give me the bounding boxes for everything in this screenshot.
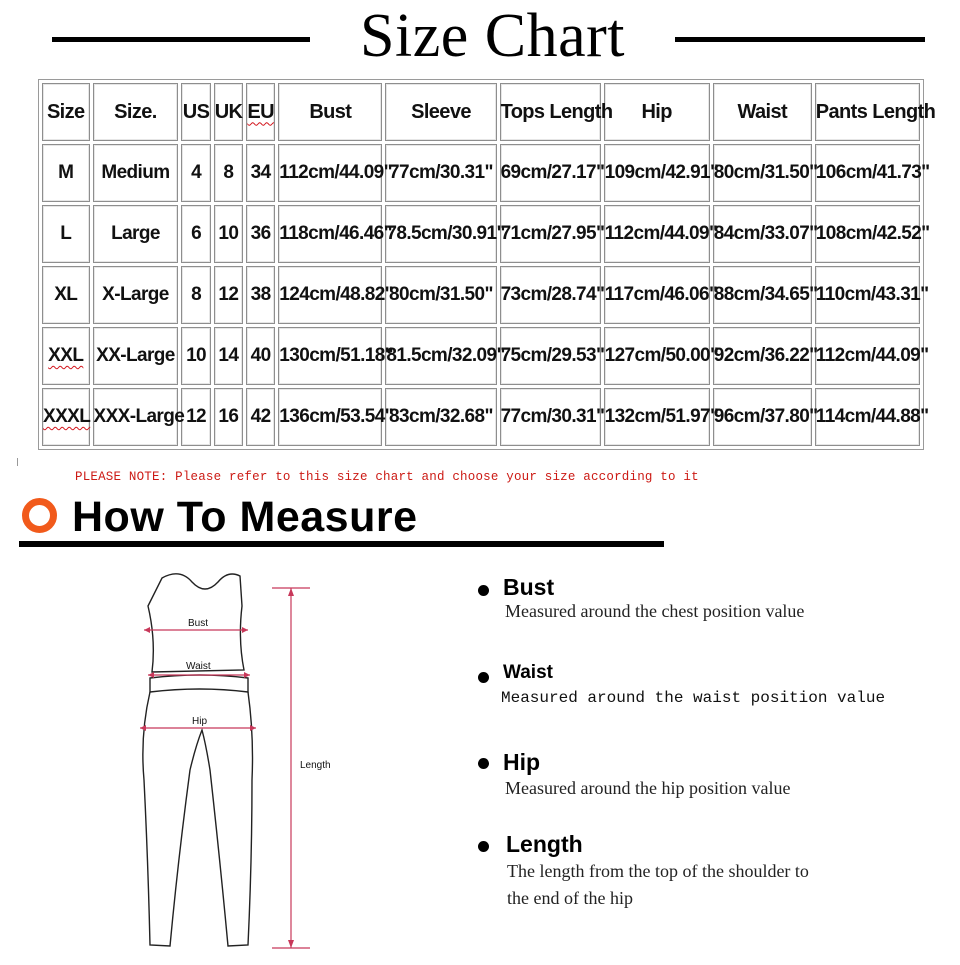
bullet-icon — [478, 672, 489, 683]
cell-size-text: XXL — [48, 345, 84, 366]
header-waist: Waist — [713, 83, 812, 141]
cell-hip: 112cm/44.09" — [604, 205, 710, 263]
cell-us: 12 — [181, 388, 210, 446]
measure-heading-hip: Hip — [503, 749, 541, 775]
cell-size — [42, 327, 90, 385]
measure-heading-bust: Bust — [503, 574, 555, 600]
cell-size-name: XXX-Large — [93, 388, 179, 446]
header-sleeve: Sleeve — [385, 83, 496, 141]
measurement-figure — [110, 560, 390, 960]
title-rule-left — [52, 37, 310, 42]
cell-bust: 112cm/44.09" — [278, 144, 382, 202]
cell-waist: 88cm/34.65" — [713, 266, 812, 324]
cell-uk: 8 — [214, 144, 243, 202]
figure-label-bust: Bust — [188, 618, 209, 629]
header-eu — [246, 83, 275, 141]
cell-tops-length: 75cm/29.53" — [500, 327, 601, 385]
cell-sleeve: 78.5cm/30.91" — [385, 205, 496, 263]
how-to-measure-rule — [19, 541, 664, 547]
cell-size — [42, 388, 90, 446]
cell-bust: 136cm/53.54" — [278, 388, 382, 446]
header-bust: Bust — [278, 83, 382, 141]
cell-sleeve: 80cm/31.50" — [385, 266, 496, 324]
table-row — [42, 205, 920, 263]
cell-hip: 109cm/42.91" — [604, 144, 710, 202]
table-header-row — [42, 83, 920, 141]
header-us: US — [181, 83, 210, 141]
cell-bust: 118cm/46.46" — [278, 205, 382, 263]
header-size-name: Size. — [93, 83, 179, 141]
cell-uk: 10 — [214, 205, 243, 263]
bullet-icon — [478, 758, 489, 769]
cell-hip: 117cm/46.06" — [604, 266, 710, 324]
header-pants-length: Pants Length — [815, 83, 920, 141]
cell-uk: 16 — [214, 388, 243, 446]
cell-pants-length: 114cm/44.88" — [815, 388, 920, 446]
cell-pants-length: 112cm/44.09" — [815, 327, 920, 385]
cell-sleeve: 83cm/32.68" — [385, 388, 496, 446]
figure-label-waist: Waist — [186, 661, 211, 672]
cell-hip: 127cm/50.00" — [604, 327, 710, 385]
cell-bust: 130cm/51.18" — [278, 327, 382, 385]
cell-size: M — [42, 144, 90, 202]
cell-sleeve: 81.5cm/32.09" — [385, 327, 496, 385]
cell-tops-length: 71cm/27.95" — [500, 205, 601, 263]
cell-waist: 84cm/33.07" — [713, 205, 812, 263]
cell-size-name: X-Large — [93, 266, 179, 324]
cell-size-name: Medium — [93, 144, 179, 202]
cell-tops-length: 69cm/27.17" — [500, 144, 601, 202]
header-eu-text: EU — [247, 100, 274, 123]
cell-waist: 80cm/31.50" — [713, 144, 812, 202]
measure-desc-length-line1: The length from the top of the shoulder to — [507, 861, 809, 881]
header-uk: UK — [214, 83, 243, 141]
table-row — [42, 144, 920, 202]
cell-uk: 14 — [214, 327, 243, 385]
orange-ring-icon — [22, 498, 57, 533]
cell-us: 10 — [181, 327, 210, 385]
how-to-measure-title: How To Measure — [72, 493, 418, 541]
cell-us: 8 — [181, 266, 210, 324]
cell-size-name: XX-Large — [93, 327, 179, 385]
cell-us: 6 — [181, 205, 210, 263]
cell-size: L — [42, 205, 90, 263]
cell-size: XL — [42, 266, 90, 324]
cell-tops-length: 77cm/30.31" — [500, 388, 601, 446]
measure-desc-waist: Measured around the waist position value — [501, 689, 886, 707]
cell-eu: 38 — [246, 266, 275, 324]
page-title: Size Chart — [360, 2, 625, 70]
measure-heading-length: Length — [506, 831, 583, 857]
cell-bust: 124cm/48.82" — [278, 266, 382, 324]
table-row — [42, 327, 920, 385]
cell-size-text: XXXL — [43, 406, 91, 427]
margin-tick — [17, 458, 18, 466]
cell-pants-length: 108cm/42.52" — [815, 205, 920, 263]
cell-uk: 12 — [214, 266, 243, 324]
cell-eu: 42 — [246, 388, 275, 446]
cell-sleeve: 77cm/30.31" — [385, 144, 496, 202]
cell-waist: 92cm/36.22" — [713, 327, 812, 385]
cell-us: 4 — [181, 144, 210, 202]
size-note: PLEASE NOTE: Please refer to this size chart and choose your size according to it — [75, 470, 699, 484]
header-hip: Hip — [604, 83, 710, 141]
cell-pants-length: 110cm/43.31" — [815, 266, 920, 324]
jumpsuit-outline-icon — [110, 560, 390, 960]
bullet-icon — [478, 585, 489, 596]
table-row — [42, 388, 920, 446]
figure-label-hip: Hip — [192, 716, 208, 727]
cell-eu: 40 — [246, 327, 275, 385]
cell-tops-length: 73cm/28.74" — [500, 266, 601, 324]
header-size: Size — [42, 83, 90, 141]
cell-size-name: Large — [93, 205, 179, 263]
figure-label-length: Length — [300, 760, 331, 771]
cell-hip: 132cm/51.97" — [604, 388, 710, 446]
size-chart-table — [38, 79, 936, 450]
cell-waist: 96cm/37.80" — [713, 388, 812, 446]
header-tops-length: Tops Length — [500, 83, 601, 141]
cell-eu: 36 — [246, 205, 275, 263]
cell-pants-length: 106cm/41.73" — [815, 144, 920, 202]
measure-heading-waist: Waist — [503, 662, 553, 683]
bullet-icon — [478, 841, 489, 852]
table-row — [42, 266, 920, 324]
title-rule-right — [675, 37, 925, 42]
measure-desc-hip: Measured around the hip position value — [505, 778, 791, 798]
cell-eu: 34 — [246, 144, 275, 202]
measure-desc-bust: Measured around the chest position value — [505, 601, 805, 621]
measure-desc-length-line2: the end of the hip — [507, 888, 633, 908]
